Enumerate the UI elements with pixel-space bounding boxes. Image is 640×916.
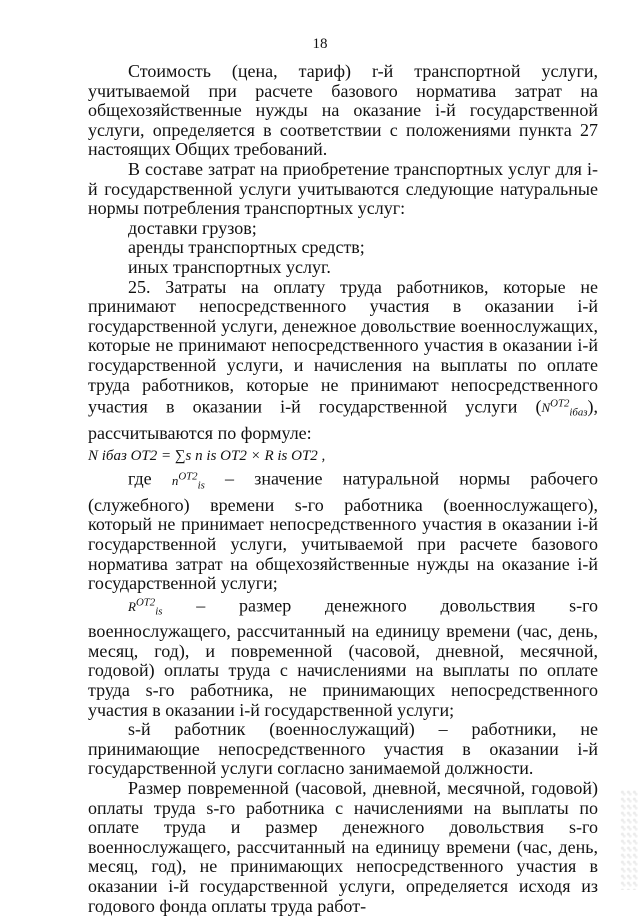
symbol-r-is: $R^{ОТ2}_{is}$ — [128, 596, 163, 618]
list-item-other-transport: иных транспортных услуг. — [128, 256, 331, 277]
symbol-n-is: $n^{ОТ2}_{is}$ — [171, 470, 205, 492]
definition-r-is: $R^{ОТ2}_{is}$ – размер денежного довольствия s-го военнослужащего, рассчитанный на единицу времени (час, день, месяц, год), и повременной (часовой, дневной, месячной, годовой) оплаты труда с начислениями на выплаты по оплате труда s-го работника, не принимающих непосредственного участия в оказании i-й государственной услуги; — [88, 595, 598, 720]
paragraph-transport-cost: Стоимость (цена, тариф) r-й транспортной услуги, учитываемой при расчете базового норматива затрат на общехозяйственные нужды на оказание i-й государственной услуги, определяется в соответствии с положениями пункта 27 настоящих Общих требований. — [88, 61, 598, 160]
paragraph-wage-size: Размер повременной (часовой, дневной, месячной, годовой) оплаты труда s-го работника с начислениями на выплаты по оплате труда и размер денежного довольствия s-го военнослужащего, рассчитанный на единицу времени (час, день, месяц, год), не принимающих непосредственного участия в оказании i-й государственной услуги, определяется исходя из годового фонда оплаты труда работ- — [88, 777, 598, 916]
symbol-n-ibaz: $N^{ОТ2}_{iбаз}$ — [541, 398, 588, 420]
definition-s-worker: s-й работник (военнослужащий) – работники, не принимающие непосредственного участия в оказании i-й государственной услуги согласно занимаемой должности. — [88, 719, 598, 779]
list-item-cargo-delivery: доставки грузов; — [128, 217, 257, 238]
paragraph-25-text-b: ), рассчитываются по формуле: — [88, 396, 598, 443]
definition-n-is: где $n^{ОТ2}_{is}$ – значение натуральной нормы рабочего (служебного) времени s-го работника (военнослужащего), который не принимает непосредственного участия в оказании i-й государственной услуги, учитываемой при расчете базового норматива затрат на общехозяйственные нужды на оказание i-й государственной услуги; — [88, 468, 598, 594]
page-number: 18 — [312, 36, 328, 52]
paragraph-25-labor-costs — [88, 278, 598, 444]
list-item-vehicle-rent: аренды транспортных средств; — [128, 237, 365, 258]
paragraph-transport-norms: В составе затрат на приобретение транспортных услуг для i-й государственной услуги учитываются следующие натуральные нормы потребления транспортных услуг: — [88, 158, 598, 219]
scan-noise-decoration — [620, 790, 638, 890]
formula-labor-costs: N iбаз ОТ2 = ∑s n is ОТ2 × R is ОТ2 , — [88, 448, 326, 465]
paragraph-25-text-a: 25. Затраты на оплату труда работников, которые не принимают непосредственного участия в оказании i-й государственной услуги, денежное довольствие военнослужащих, которые не принимают непосредственного участия в оказании i-й государственной услуги, и начисления на выплаты по оплате труда работников, которые не принимают непосредственного участия в оказании i-й государственной услуги ( — [88, 276, 598, 417]
document-body — [88, 62, 598, 916]
